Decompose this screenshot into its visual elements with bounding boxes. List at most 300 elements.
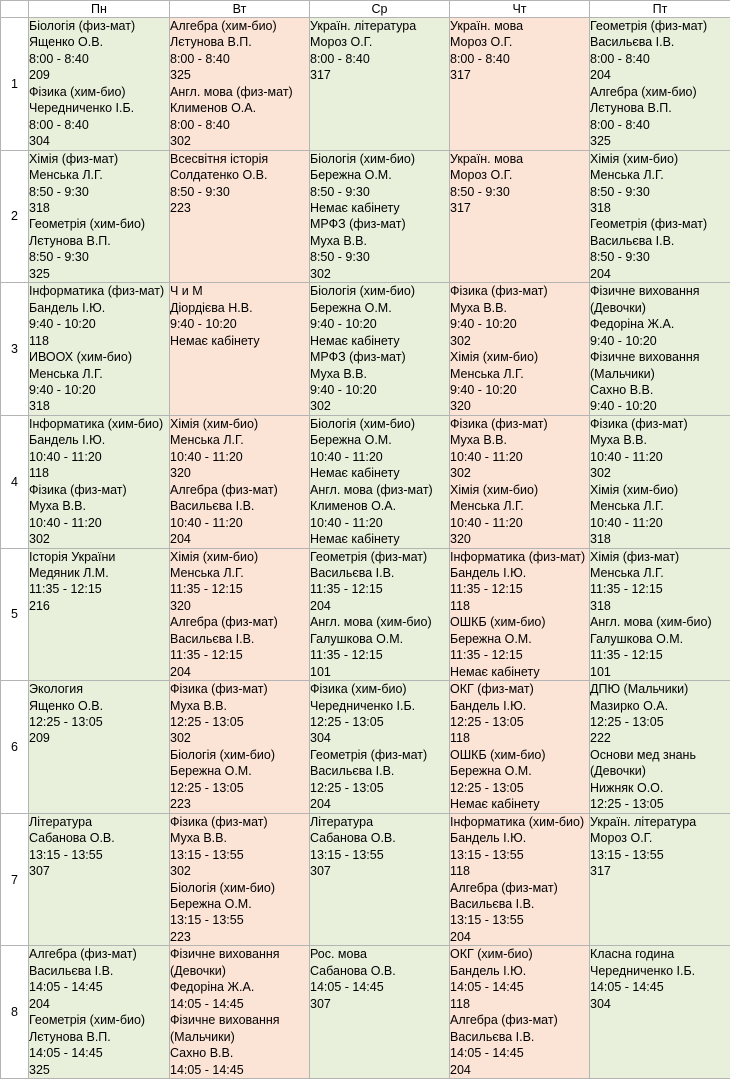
lesson-line: 204 (590, 266, 730, 282)
lesson-cell-mon (29, 813, 170, 946)
lesson-line: Україн. література (310, 18, 449, 34)
lesson-line: 318 (29, 398, 169, 414)
lesson-line: Муха В.В. (29, 498, 169, 514)
lesson-line: 12:25 - 13:05 (590, 796, 730, 812)
lesson-cell-mon (29, 415, 170, 548)
lesson-cell-wed (310, 813, 450, 946)
lesson-line: Алгебра (физ-мат) (170, 482, 309, 498)
lesson-line: 10:40 - 11:20 (450, 515, 589, 531)
lesson-line: Україн. мова (450, 18, 589, 34)
lesson-row (1, 150, 730, 283)
lesson-line: 14:05 - 14:45 (170, 996, 309, 1012)
lesson-line: 12:25 - 13:05 (170, 714, 309, 730)
lesson-line: Менська Л.Г. (170, 565, 309, 581)
lesson-line: Галушкова О.М. (590, 631, 730, 647)
lesson-line: 325 (170, 67, 309, 83)
lesson-line: Васильєва І.В. (450, 1029, 589, 1045)
lesson-line: 11:35 - 12:15 (590, 647, 730, 663)
lesson-line: Інформатика (физ-мат) (29, 283, 169, 299)
lesson-line: Менська Л.Г. (590, 167, 730, 183)
lesson-cell-wed (310, 548, 450, 681)
lesson-line: Немає кабінету (450, 664, 589, 680)
lesson-line: Алгебра (хим-био) (170, 18, 309, 34)
lesson-line: 302 (310, 266, 449, 282)
lesson-line: Бандель І.Ю. (29, 300, 169, 316)
lesson-line: 304 (29, 133, 169, 149)
lesson-line: 14:05 - 14:45 (450, 979, 589, 995)
lesson-line: Лєтунова В.П. (170, 34, 309, 50)
lesson-line: Сахно В.В. (590, 382, 730, 398)
lesson-line: Фізика (хим-био) (29, 84, 169, 100)
lesson-cell-tue (170, 150, 310, 283)
lesson-line: 204 (310, 796, 449, 812)
lesson-line: 317 (590, 863, 730, 879)
lesson-line: 10:40 - 11:20 (310, 449, 449, 465)
lesson-line: Фізика (физ-мат) (170, 814, 309, 830)
lesson-line: 8:00 - 8:40 (170, 51, 309, 67)
lesson-line: Рос. мова (310, 946, 449, 962)
lesson-line: Сабанова О.В. (310, 963, 449, 979)
lesson-line: 10:40 - 11:20 (590, 515, 730, 531)
lesson-line: Бережна О.М. (310, 300, 449, 316)
lesson-line: 204 (310, 598, 449, 614)
lesson-line: Немає кабінету (170, 333, 309, 349)
lesson-number: 5 (1, 548, 29, 681)
lesson-line: ДПЮ (Мальчики) (590, 681, 730, 697)
lesson-line: 302 (29, 531, 169, 547)
lesson-line: 8:00 - 8:40 (170, 117, 309, 133)
lesson-line: 11:35 - 12:15 (450, 581, 589, 597)
lesson-cell-mon (29, 283, 170, 416)
lesson-line: 10:40 - 11:20 (450, 449, 589, 465)
lesson-line: 204 (590, 67, 730, 83)
lesson-line: 118 (450, 863, 589, 879)
lesson-line: 8:00 - 8:40 (29, 51, 169, 67)
lesson-line: Бережна О.М. (170, 763, 309, 779)
lesson-line: Геометрія (физ-мат) (590, 216, 730, 232)
lesson-line: Біологія (физ-мат) (29, 18, 169, 34)
lesson-line: Фізика (физ-мат) (450, 283, 589, 299)
lesson-cell-tue (170, 283, 310, 416)
lesson-line: Клименов О.А. (310, 498, 449, 514)
lesson-line: Геометрія (хим-био) (29, 216, 169, 232)
lesson-line: Ч и М (170, 283, 309, 299)
lesson-line: 318 (29, 200, 169, 216)
lesson-line: МРФЗ (физ-мат) (310, 216, 449, 232)
lesson-line: Немає кабінету (310, 333, 449, 349)
lesson-line: 8:00 - 8:40 (29, 117, 169, 133)
lesson-line: 12:25 - 13:05 (450, 714, 589, 730)
lesson-line: Галушкова О.М. (310, 631, 449, 647)
lesson-cell-tue (170, 813, 310, 946)
lesson-line: 9:40 - 10:20 (450, 382, 589, 398)
lesson-line: 9:40 - 10:20 (450, 316, 589, 332)
lesson-line: Бережна О.М. (310, 432, 449, 448)
lesson-line: Геометрія (хим-био) (29, 1012, 169, 1028)
lesson-line: Фізичне виховання (170, 1012, 309, 1028)
lesson-line: 10:40 - 11:20 (170, 515, 309, 531)
lesson-line: 118 (450, 996, 589, 1012)
lesson-line: Фізика (физ-мат) (450, 416, 589, 432)
lesson-line: Україн. мова (450, 151, 589, 167)
lesson-line: 8:50 - 9:30 (310, 249, 449, 265)
lesson-line: 118 (29, 333, 169, 349)
lesson-line: 204 (450, 929, 589, 945)
lesson-line: Васильєва І.В. (310, 763, 449, 779)
lesson-line: 8:50 - 9:30 (170, 184, 309, 200)
lesson-line: 304 (590, 996, 730, 1012)
lesson-line: Бандель І.Ю. (450, 963, 589, 979)
lesson-line: Алгебра (физ-мат) (170, 614, 309, 630)
lesson-line: 118 (450, 730, 589, 746)
lesson-cell-fri (590, 415, 730, 548)
lesson-line: 223 (170, 796, 309, 812)
lesson-line: 216 (29, 598, 169, 614)
lesson-line: Менська Л.Г. (590, 565, 730, 581)
lesson-line: Всесвітня історія (170, 151, 309, 167)
lesson-line: Геометрія (физ-мат) (310, 549, 449, 565)
lesson-row (1, 946, 730, 1079)
lesson-row (1, 548, 730, 681)
lesson-line: Фізичне виховання (170, 946, 309, 962)
lesson-line: Україн. література (590, 814, 730, 830)
day-header-mon: Пн (29, 1, 170, 18)
lesson-number: 1 (1, 18, 29, 151)
lesson-line: Васильєва І.В. (29, 963, 169, 979)
lesson-line: Немає кабінету (310, 531, 449, 547)
lesson-line: 9:40 - 10:20 (29, 316, 169, 332)
lesson-line: Васильєва І.В. (590, 34, 730, 50)
lesson-line: 8:50 - 9:30 (29, 184, 169, 200)
lesson-line: Діордієва Н.В. (170, 300, 309, 316)
lesson-line: 307 (310, 863, 449, 879)
lesson-line: 307 (29, 863, 169, 879)
lesson-line: 318 (590, 598, 730, 614)
lesson-line: Мороз О.Г. (450, 167, 589, 183)
lesson-cell-mon (29, 18, 170, 151)
lesson-line: Класна година (590, 946, 730, 962)
lesson-cell-thu (450, 813, 590, 946)
lesson-line: 320 (450, 531, 589, 547)
lesson-line: Менська Л.Г. (170, 432, 309, 448)
lesson-line: Алгебра (хим-био) (590, 84, 730, 100)
lesson-line: 10:40 - 11:20 (590, 449, 730, 465)
lesson-cell-thu (450, 946, 590, 1079)
lesson-line: Основи мед знань (590, 747, 730, 763)
lesson-line: Фізичне виховання (590, 283, 730, 299)
lesson-line: 11:35 - 12:15 (29, 581, 169, 597)
lesson-line: Фізика (физ-мат) (170, 681, 309, 697)
lesson-line: Мороз О.Г. (310, 34, 449, 50)
lesson-line: 12:25 - 13:05 (29, 714, 169, 730)
lesson-line: 13:15 - 13:55 (29, 847, 169, 863)
lesson-line: Бережна О.М. (450, 631, 589, 647)
lesson-line: 12:25 - 13:05 (310, 780, 449, 796)
lesson-line: Муха В.В. (450, 300, 589, 316)
lesson-line: 317 (450, 200, 589, 216)
day-header-fri: Пт (590, 1, 730, 18)
lesson-line: ОШКБ (хим-био) (450, 747, 589, 763)
lesson-line: Муха В.В. (170, 698, 309, 714)
lesson-line: 13:15 - 13:55 (170, 847, 309, 863)
lesson-line: Федоріна Ж.А. (590, 316, 730, 332)
lesson-line: 302 (450, 333, 589, 349)
lesson-line: 320 (170, 598, 309, 614)
lesson-number: 6 (1, 681, 29, 814)
lesson-number: 8 (1, 946, 29, 1079)
lesson-line: Муха В.В. (310, 366, 449, 382)
lesson-row (1, 813, 730, 946)
day-header-tue: Вт (170, 1, 310, 18)
lesson-line: 101 (310, 664, 449, 680)
lesson-line: 10:40 - 11:20 (310, 515, 449, 531)
lesson-line: Інформатика (физ-мат) (450, 549, 589, 565)
lesson-line: (Девочки) (590, 300, 730, 316)
lesson-cell-fri (590, 681, 730, 814)
lesson-line: (Девочки) (170, 963, 309, 979)
lesson-number: 7 (1, 813, 29, 946)
lesson-line: Клименов О.А. (170, 100, 309, 116)
lesson-line: Лєтунова В.П. (29, 1029, 169, 1045)
lesson-cell-mon (29, 681, 170, 814)
lesson-line: Менська Л.Г. (29, 366, 169, 382)
lesson-line: ОКГ (хим-био) (450, 946, 589, 962)
lesson-line: 11:35 - 12:15 (450, 647, 589, 663)
lesson-line: Васильєва І.В. (170, 631, 309, 647)
lesson-line: Бережна О.М. (310, 167, 449, 183)
lesson-line: Алгебра (физ-мат) (450, 1012, 589, 1028)
lesson-cell-fri (590, 18, 730, 151)
lesson-line: Бандель І.Ю. (450, 698, 589, 714)
lesson-line: МРФЗ (физ-мат) (310, 349, 449, 365)
lesson-cell-thu (450, 18, 590, 151)
lesson-line: 302 (170, 863, 309, 879)
lesson-line: Біологія (хим-био) (170, 747, 309, 763)
lesson-line: Геометрія (физ-мат) (310, 747, 449, 763)
lesson-line: Бережна О.М. (170, 896, 309, 912)
lesson-line: Література (29, 814, 169, 830)
lesson-line: ОКГ (физ-мат) (450, 681, 589, 697)
lesson-line: 9:40 - 10:20 (29, 382, 169, 398)
lesson-cell-mon (29, 150, 170, 283)
lesson-line: 8:00 - 8:40 (310, 51, 449, 67)
lesson-line: 325 (29, 1062, 169, 1078)
lesson-cell-thu (450, 415, 590, 548)
lesson-cell-tue (170, 946, 310, 1079)
lesson-line: 14:05 - 14:45 (29, 1045, 169, 1061)
lesson-line: Муха В.В. (170, 830, 309, 846)
lesson-line: (Мальчики) (590, 366, 730, 382)
lesson-line: Бандель І.Ю. (29, 432, 169, 448)
lesson-line: 304 (310, 730, 449, 746)
lesson-cell-tue (170, 415, 310, 548)
lesson-line: Біологія (хим-био) (310, 151, 449, 167)
lesson-line: 209 (29, 730, 169, 746)
lesson-cell-wed (310, 946, 450, 1079)
lesson-line: Біологія (хим-био) (310, 283, 449, 299)
lesson-line: 11:35 - 12:15 (170, 647, 309, 663)
lesson-line: 12:25 - 13:05 (590, 714, 730, 730)
lesson-line: Ященко О.В. (29, 34, 169, 50)
schedule-body (1, 18, 730, 1079)
lesson-line: Менська Л.Г. (450, 366, 589, 382)
lesson-line: (Девочки) (590, 763, 730, 779)
lesson-line: 12:25 - 13:05 (310, 714, 449, 730)
lesson-line: Ященко О.В. (29, 698, 169, 714)
lesson-line: Васильєва І.В. (590, 233, 730, 249)
lesson-line: Хімія (физ-мат) (590, 549, 730, 565)
lesson-cell-tue (170, 681, 310, 814)
lesson-cell-thu (450, 283, 590, 416)
lesson-line: Мороз О.Г. (450, 34, 589, 50)
lesson-line: 14:05 - 14:45 (590, 979, 730, 995)
lesson-line: Англ. мова (физ-мат) (170, 84, 309, 100)
lesson-line: 8:50 - 9:30 (310, 184, 449, 200)
lesson-line: 9:40 - 10:20 (310, 316, 449, 332)
lesson-line: Алгебра (физ-мат) (29, 946, 169, 962)
lesson-line: 10:40 - 11:20 (170, 449, 309, 465)
lesson-line: 320 (450, 398, 589, 414)
lesson-line: 11:35 - 12:15 (170, 581, 309, 597)
lesson-line: Федоріна Ж.А. (170, 979, 309, 995)
lesson-line: 13:15 - 13:55 (170, 912, 309, 928)
lesson-line: Хімія (хим-био) (170, 416, 309, 432)
lesson-line: Менська Л.Г. (29, 167, 169, 183)
lesson-line: 325 (590, 133, 730, 149)
lesson-line: 13:15 - 13:55 (590, 847, 730, 863)
lesson-row (1, 283, 730, 416)
lesson-line: Солдатенко О.В. (170, 167, 309, 183)
lesson-line: Фізика (физ-мат) (29, 482, 169, 498)
lesson-cell-wed (310, 415, 450, 548)
lesson-line: Англ. мова (хим-био) (590, 614, 730, 630)
lesson-line: Чередниченко І.Б. (29, 100, 169, 116)
lesson-line: 8:50 - 9:30 (29, 249, 169, 265)
lesson-line: 13:15 - 13:55 (450, 847, 589, 863)
lesson-cell-fri (590, 813, 730, 946)
lesson-line: 101 (590, 664, 730, 680)
lesson-line: Англ. мова (хим-био) (310, 614, 449, 630)
lesson-line: 11:35 - 12:15 (310, 581, 449, 597)
lesson-line: Васильєва І.В. (310, 565, 449, 581)
day-header-thu: Чт (450, 1, 590, 18)
lesson-line: Фізика (физ-мат) (590, 416, 730, 432)
lesson-line: Біологія (хим-био) (310, 416, 449, 432)
lesson-line: 9:40 - 10:20 (310, 382, 449, 398)
lesson-line: Історія України (29, 549, 169, 565)
lesson-line: Менська Л.Г. (450, 498, 589, 514)
lesson-line: 8:00 - 8:40 (590, 51, 730, 67)
lesson-line: Сабанова О.В. (29, 830, 169, 846)
lesson-cell-thu (450, 150, 590, 283)
lesson-line: Інформатика (хим-био) (450, 814, 589, 830)
lesson-line: Хімія (хим-био) (590, 482, 730, 498)
lesson-number: 3 (1, 283, 29, 416)
lesson-number: 4 (1, 415, 29, 548)
lesson-cell-wed (310, 283, 450, 416)
lesson-line: 318 (590, 531, 730, 547)
lesson-cell-tue (170, 18, 310, 151)
lesson-line: 8:50 - 9:30 (590, 249, 730, 265)
lesson-line: 223 (170, 200, 309, 216)
lesson-line: Менська Л.Г. (590, 498, 730, 514)
lesson-line: 14:05 - 14:45 (450, 1045, 589, 1061)
lesson-line: Мороз О.Г. (590, 830, 730, 846)
lesson-line: ОШКБ (хим-био) (450, 614, 589, 630)
lesson-line: Сахно В.В. (170, 1045, 309, 1061)
lesson-line: Хімія (физ-мат) (29, 151, 169, 167)
lesson-line: Сабанова О.В. (310, 830, 449, 846)
lesson-line: 10:40 - 11:20 (29, 515, 169, 531)
lesson-cell-wed (310, 18, 450, 151)
lesson-line: Медяник Л.М. (29, 565, 169, 581)
lesson-line: 222 (590, 730, 730, 746)
lesson-line: 204 (170, 664, 309, 680)
lesson-line: Васильєва І.В. (170, 498, 309, 514)
lesson-line: 204 (450, 1062, 589, 1078)
lesson-line: Бережна О.М. (450, 763, 589, 779)
lesson-line: 204 (29, 996, 169, 1012)
lesson-line: 302 (170, 133, 309, 149)
lesson-cell-mon (29, 548, 170, 681)
lesson-line: 302 (450, 465, 589, 481)
lesson-cell-mon (29, 946, 170, 1079)
lesson-line: 13:15 - 13:55 (450, 912, 589, 928)
lesson-line: 8:50 - 9:30 (450, 184, 589, 200)
lesson-line: 11:35 - 12:15 (310, 647, 449, 663)
lesson-cell-tue (170, 548, 310, 681)
lesson-line: 302 (310, 398, 449, 414)
lesson-line: 13:15 - 13:55 (310, 847, 449, 863)
lesson-cell-fri (590, 150, 730, 283)
lesson-cell-thu (450, 548, 590, 681)
lesson-line: Чередниченко І.Б. (590, 963, 730, 979)
lesson-line: 204 (170, 531, 309, 547)
lesson-line: 209 (29, 67, 169, 83)
corner-cell (1, 1, 29, 18)
lesson-line: Хімія (хим-био) (450, 482, 589, 498)
lesson-line: Немає кабінету (310, 200, 449, 216)
lesson-line: 118 (29, 465, 169, 481)
lesson-line: Чередниченко І.Б. (310, 698, 449, 714)
lesson-line: 14:05 - 14:45 (170, 1062, 309, 1078)
lesson-line: Хімія (хим-био) (170, 549, 309, 565)
lesson-line: 14:05 - 14:45 (310, 979, 449, 995)
lesson-line: 325 (29, 266, 169, 282)
lesson-line: Фізичне виховання (590, 349, 730, 365)
lesson-line: (Мальчики) (170, 1029, 309, 1045)
day-header-wed: Ср (310, 1, 450, 18)
lesson-line: Алгебра (физ-мат) (450, 880, 589, 896)
lesson-cell-wed (310, 150, 450, 283)
lesson-line: Немає кабінету (310, 465, 449, 481)
lesson-line: Хімія (хим-био) (450, 349, 589, 365)
lesson-cell-fri (590, 946, 730, 1079)
header-row (1, 1, 730, 18)
lesson-line: 302 (170, 730, 309, 746)
lesson-row (1, 415, 730, 548)
lesson-line: 223 (170, 929, 309, 945)
lesson-line: 14:05 - 14:45 (29, 979, 169, 995)
lesson-line: 307 (310, 996, 449, 1012)
lesson-line: 320 (170, 465, 309, 481)
lesson-cell-fri (590, 283, 730, 416)
lesson-line: Васильєва І.В. (450, 896, 589, 912)
lesson-line: 12:25 - 13:05 (450, 780, 589, 796)
lesson-line: Лєтунова В.П. (590, 100, 730, 116)
lesson-row (1, 18, 730, 151)
lesson-line: 8:50 - 9:30 (590, 184, 730, 200)
